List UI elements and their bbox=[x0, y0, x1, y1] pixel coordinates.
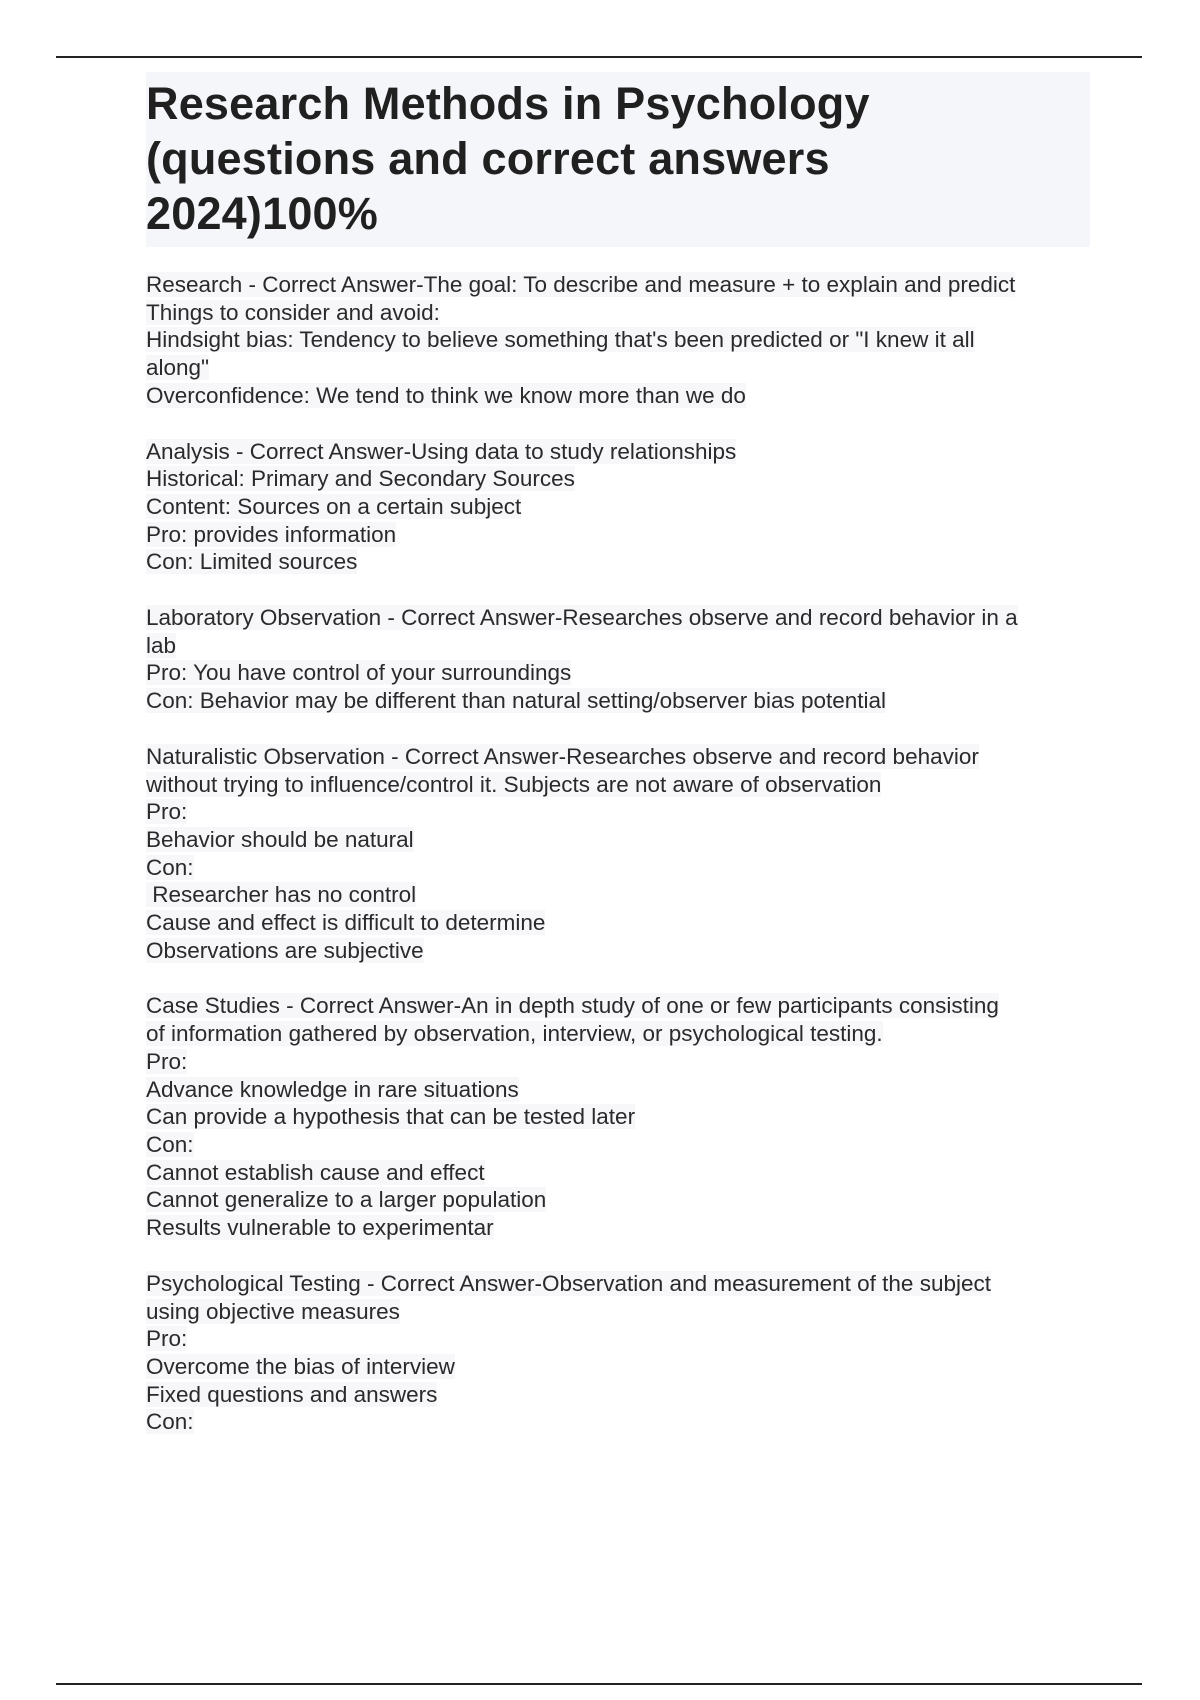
qa-answer-line bbox=[146, 1159, 1090, 1187]
qa-answer-line bbox=[146, 798, 1090, 826]
qa-line-text: Can provide a hypothesis that can be tested later bbox=[146, 1104, 636, 1130]
qa-line-text: Con: Behavior may be different than natural setting/observer bias potential bbox=[146, 688, 887, 714]
qa-answer-line bbox=[146, 1186, 1090, 1214]
qa-answer-line bbox=[146, 548, 1090, 576]
qa-answer-line bbox=[146, 1214, 1090, 1242]
qa-line-text: along" bbox=[146, 355, 210, 381]
qa-answer-line bbox=[146, 771, 1090, 799]
qa-answer-line bbox=[146, 659, 1090, 687]
qa-block bbox=[146, 743, 1090, 965]
qa-answer-line bbox=[146, 826, 1090, 854]
qa-answer-line bbox=[146, 1076, 1090, 1104]
qa-line-text: Naturalistic Observation - Correct Answer-Researches observe and record behavior bbox=[146, 743, 979, 769]
qa-line-text: Laboratory Observation - Correct Answer-Researches observe and record behavior in a bbox=[146, 605, 1018, 631]
qa-line-text: Results vulnerable to experimentar bbox=[146, 1215, 494, 1241]
qa-line-text: Observations are subjective bbox=[146, 937, 424, 963]
qa-answer-line bbox=[146, 687, 1090, 715]
qa-block bbox=[146, 992, 1090, 1241]
qa-line-text: Pro: provides information bbox=[146, 521, 397, 547]
qa-line-text: Con: bbox=[146, 1409, 194, 1435]
qa-line-text: Advance knowledge in rare situations bbox=[146, 1076, 519, 1102]
qa-line-text: lab bbox=[146, 632, 177, 658]
qa-line-text: without trying to influence/control it. Subjects are not aware of observation bbox=[146, 771, 882, 797]
qa-line-text: Content: Sources on a certain subject bbox=[146, 493, 522, 519]
qa-line-text: Cannot generalize to a larger population bbox=[146, 1187, 547, 1213]
qa-answer-line bbox=[146, 632, 1090, 660]
qa-line-text: Historical: Primary and Secondary Sources bbox=[146, 466, 575, 492]
qa-question-line bbox=[146, 604, 1090, 632]
qa-question-line bbox=[146, 743, 1090, 771]
qa-block bbox=[146, 438, 1090, 577]
qa-line-text: Pro: bbox=[146, 1326, 188, 1352]
qa-block bbox=[146, 1270, 1090, 1436]
qa-line-text: Pro: bbox=[146, 1048, 188, 1074]
qa-line-text: Overcome the bias of interview bbox=[146, 1353, 455, 1379]
qa-block bbox=[146, 604, 1090, 715]
qa-line-text: Psychological Testing - Correct Answer-Observation and measurement of the subject bbox=[146, 1270, 991, 1296]
qa-line-text: Things to consider and avoid: bbox=[146, 299, 440, 325]
qa-line-text: Cause and effect is difficult to determine bbox=[146, 910, 546, 936]
qa-answer-line bbox=[146, 1325, 1090, 1353]
qa-answer-line bbox=[146, 1408, 1090, 1436]
title-box bbox=[146, 72, 1090, 247]
qa-question-line bbox=[146, 992, 1090, 1020]
qa-answer-line bbox=[146, 299, 1090, 327]
qa-line-text: Hindsight bias: Tendency to believe something that's been predicted or "I knew it all bbox=[146, 327, 975, 353]
qa-line-text: Case Studies - Correct Answer-An in depth study of one or few participants consisting bbox=[146, 993, 999, 1019]
qa-question-line bbox=[146, 271, 1090, 299]
qa-block bbox=[146, 271, 1090, 410]
qa-answer-line bbox=[146, 326, 1090, 354]
qa-answer-line bbox=[146, 1103, 1090, 1131]
qa-answer-line bbox=[146, 1048, 1090, 1076]
qa-answer-line bbox=[146, 1298, 1090, 1326]
qa-line-text: Con: Limited sources bbox=[146, 549, 358, 575]
qa-answer-line bbox=[146, 521, 1090, 549]
qa-answer-line bbox=[146, 465, 1090, 493]
qa-line-text: Pro: You have control of your surroundings bbox=[146, 660, 572, 686]
bottom-rule bbox=[56, 1683, 1142, 1685]
qa-list bbox=[146, 271, 1090, 1436]
qa-answer-line bbox=[146, 937, 1090, 965]
qa-answer-line bbox=[146, 909, 1090, 937]
qa-line-text: Researcher has no control bbox=[146, 882, 417, 908]
qa-answer-line bbox=[146, 854, 1090, 882]
qa-line-text: Analysis - Correct Answer-Using data to study relationships bbox=[146, 438, 737, 464]
page-title: Research Methods in Psychology (questions and correct answers 2024)100% bbox=[146, 78, 870, 239]
qa-question-line bbox=[146, 1270, 1090, 1298]
qa-line-text: Pro: bbox=[146, 799, 188, 825]
page-content bbox=[146, 72, 1090, 1464]
qa-answer-line bbox=[146, 1353, 1090, 1381]
qa-line-text: Research - Correct Answer-The goal: To describe and measure + to explain and predict bbox=[146, 272, 1016, 297]
qa-line-text: Overconfidence: We tend to think we know more than we do bbox=[146, 382, 746, 408]
qa-line-text: Con: bbox=[146, 1131, 194, 1157]
qa-answer-line bbox=[146, 881, 1090, 909]
qa-line-text: Behavior should be natural bbox=[146, 826, 414, 852]
qa-answer-line bbox=[146, 493, 1090, 521]
qa-answer-line bbox=[146, 382, 1090, 410]
qa-answer-line bbox=[146, 354, 1090, 382]
qa-answer-line bbox=[146, 1131, 1090, 1159]
qa-answer-line bbox=[146, 1020, 1090, 1048]
qa-question-line bbox=[146, 438, 1090, 466]
qa-line-text: of information gathered by observation, interview, or psychological testing. bbox=[146, 1021, 883, 1047]
qa-line-text: Fixed questions and answers bbox=[146, 1381, 438, 1407]
qa-line-text: Cannot establish cause and effect bbox=[146, 1159, 485, 1185]
top-rule bbox=[56, 56, 1142, 58]
qa-line-text: Con: bbox=[146, 854, 194, 880]
qa-line-text: using objective measures bbox=[146, 1298, 400, 1324]
qa-answer-line bbox=[146, 1381, 1090, 1409]
